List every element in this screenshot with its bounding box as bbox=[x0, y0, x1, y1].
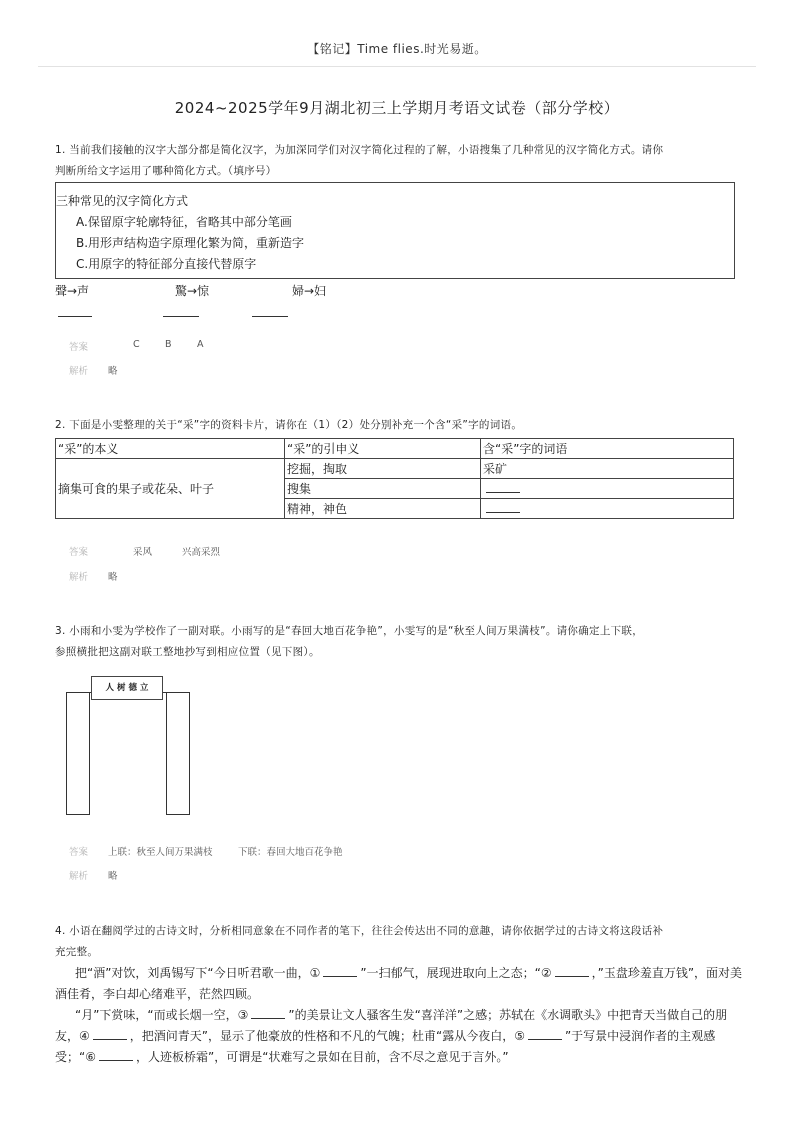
q1-box-title: 三种常见的汉字简化方式 bbox=[56, 194, 189, 208]
q2-answer-label: 答案 bbox=[69, 547, 89, 558]
q1-blank-1[interactable] bbox=[58, 315, 92, 317]
q4-p2-g: ，人迹板桥霜”，可谓是“状难写之景如在目前，含不尽之意见于言外。” bbox=[135, 1050, 509, 1064]
q2-original-meaning: 摘集可食的果子或花朵、叶子 bbox=[56, 459, 285, 519]
q2-header-words: 含“采”字的词语 bbox=[481, 439, 734, 459]
q1-analysis: 略 bbox=[108, 366, 118, 377]
q4-p1-d: 钱”，面对美酒佳肴，李白却心绪难平，茫然四顾。 bbox=[55, 966, 743, 1001]
q4-p1-a: 把“酒”对饮，刘禹锡写下“今日听君歌一曲，① bbox=[75, 966, 321, 980]
q1-pair-3: 婦→妇 bbox=[292, 284, 327, 298]
q3-number: 3. bbox=[55, 625, 66, 637]
q3-prompt-line2: 参照横批把这副对联工整地抄写到相应位置（见下图）。 bbox=[55, 646, 320, 658]
q1-prompt-line1: 当前我们接触的汉字大部分都是简化汉字，为加深同学们对汉字简化过程的了解，小语搜集了几种常见的汉字简化方式。请你 bbox=[69, 144, 664, 156]
q4-prompt-line2: 充完整。 bbox=[55, 946, 99, 958]
q1-option-a: A.保留原字轮廓特征，省略其中部分笔画 bbox=[76, 215, 292, 229]
q2-number: 2. bbox=[55, 419, 66, 431]
q1-answer-2: B bbox=[165, 339, 172, 350]
page-title: 2024~2025学年9月湖北初三上学期月考语文试卷（部分学校） bbox=[174, 99, 620, 117]
q4-p2-a: “月”下赏味，“而或长烟一空，③ bbox=[75, 1008, 249, 1022]
q1-answer-3: A bbox=[197, 339, 204, 350]
q1-answer-label: 答案 bbox=[69, 342, 89, 353]
q3-answer-upper: 上联：秋至人间万果满枝 bbox=[108, 847, 213, 858]
q2-word-1: 采矿 bbox=[481, 459, 734, 479]
q3-prompt-line1: 小雨和小雯为学校作了一副对联。小雨写的是“春回大地百花争艳”，小雯写的是“秋至人间万果满枝”。请你确定上下联， bbox=[69, 625, 644, 637]
q2-prompt-text: 下面是小雯整理的关于“采”字的资料卡片，请你在（1）（2）处分别补充一个含“采”字的词语。 bbox=[69, 419, 523, 431]
header-divider bbox=[38, 66, 756, 67]
q3-answer-lower: 下联：春回大地百花争艳 bbox=[238, 847, 343, 858]
q4-blank-3[interactable] bbox=[251, 1008, 285, 1019]
q4-prompt bbox=[55, 921, 745, 963]
q2-analysis: 略 bbox=[108, 572, 118, 583]
q2-word-blank-1[interactable] bbox=[481, 479, 734, 499]
q3-analysis: 略 bbox=[108, 871, 118, 882]
q4-p2-b: ”的美景让文人骚客生发“喜洋洋”之感；苏轼在《水调歌头》中把青天当做自己 bbox=[288, 1008, 704, 1022]
q2-card-table bbox=[55, 438, 734, 519]
q4-blank-2[interactable] bbox=[555, 966, 589, 977]
q2-word-blank-2[interactable] bbox=[481, 499, 734, 519]
q4-prompt-line1: 小语在翻阅学过的古诗文时，分析相同意象在不同作者的笔下，往往会传达出不同的意趣，请你依据学过的古诗文将这段话补 bbox=[69, 925, 664, 937]
q4-p2-c: 的朋友，④ bbox=[55, 1008, 728, 1043]
q2-meaning-3: 精神，神色 bbox=[285, 499, 481, 519]
q1-blank-3[interactable] bbox=[252, 315, 288, 317]
q4-blank-1[interactable] bbox=[323, 966, 357, 977]
q1-option-b: B.用形声结构造字原理化繁为简，重新造字 bbox=[76, 236, 305, 250]
q2-answer-1: 采风 bbox=[133, 547, 153, 558]
q1-analysis-label: 解析 bbox=[69, 366, 89, 377]
q2-meaning-1: 挖掘，掏取 bbox=[285, 459, 481, 479]
q1-number: 1. bbox=[55, 144, 66, 156]
q4-p1-c: ，”玉盘珍羞直万 bbox=[591, 966, 676, 980]
couplet-banner: 人 树 德 立 bbox=[91, 676, 163, 700]
q2-answer-2: 兴高采烈 bbox=[182, 547, 221, 558]
q1-pair-1: 聲→声 bbox=[55, 284, 90, 298]
q1-pair-2: 驚→惊 bbox=[175, 284, 210, 298]
q2-meaning-2: 搜集 bbox=[285, 479, 481, 499]
q4-p2-e: ”于写景中浸润作者的主 bbox=[564, 1029, 692, 1043]
q3-answer-label: 答案 bbox=[69, 847, 89, 858]
q4-p1-b: ”一扫郁气，展现进取向上之态；“② bbox=[360, 966, 552, 980]
q4-passage bbox=[55, 963, 745, 1068]
couplet-left-pillar[interactable] bbox=[66, 692, 90, 815]
q2-header-extended: “采”的引申义 bbox=[285, 439, 481, 459]
q4-p2-f: 观感受；“⑥ bbox=[55, 1029, 716, 1064]
header-motto: 【铭记】Time flies.时光易逝。 bbox=[307, 42, 487, 56]
q2-header-original: “采”的本义 bbox=[56, 439, 285, 459]
q1-prompt-line2: 判断所给文字运用了哪种简化方式。（填序号） bbox=[55, 165, 277, 177]
q4-p2-d: ，把酒问青天”，显示了他豪放的性格和不凡的气魄；杜甫“露从今夜白，⑤ bbox=[129, 1029, 525, 1043]
q1-method-box bbox=[55, 182, 735, 279]
q3-analysis-label: 解析 bbox=[69, 871, 89, 882]
q4-blank-5[interactable] bbox=[528, 1029, 562, 1040]
q4-number: 4. bbox=[55, 925, 66, 937]
q4-blank-6[interactable] bbox=[99, 1050, 133, 1061]
q1-answer-1: C bbox=[133, 339, 140, 350]
q1-option-c: C.用原字的特征部分直接代替原字 bbox=[76, 257, 257, 271]
q4-blank-4[interactable] bbox=[93, 1029, 127, 1040]
q1-prompt bbox=[55, 140, 745, 182]
q3-prompt bbox=[55, 621, 745, 663]
q2-prompt bbox=[55, 415, 745, 436]
couplet-right-pillar[interactable] bbox=[166, 692, 190, 815]
q1-blank-2[interactable] bbox=[163, 315, 199, 317]
q2-analysis-label: 解析 bbox=[69, 572, 89, 583]
